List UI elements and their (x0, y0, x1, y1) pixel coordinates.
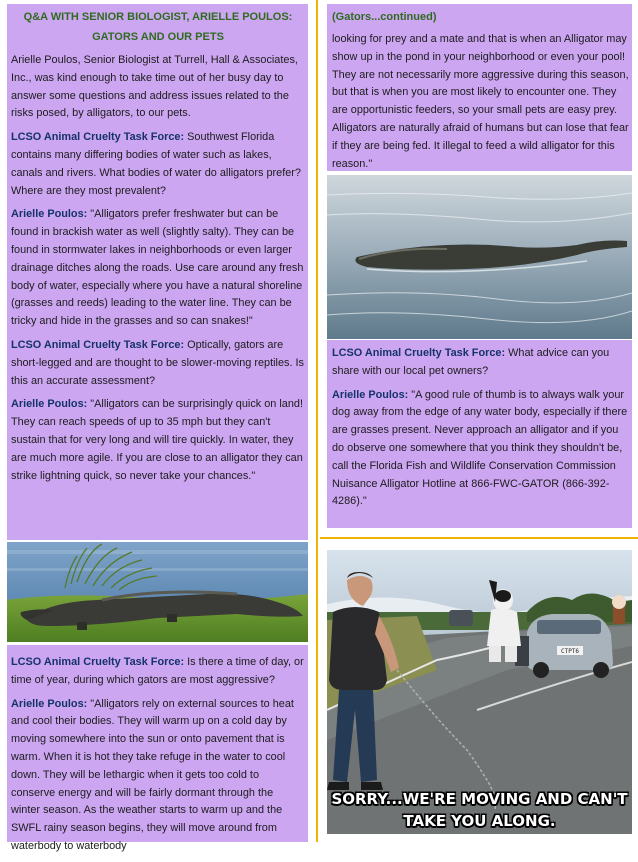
answer-label: Arielle Poulos: (332, 388, 409, 401)
continued-paragraph: looking for prey and a mate and that is when an Alligator may show up in the pond in your neighborhood or even your pool! They are not necessarily more aggressive during this season, but that is when you are most likely to encounter one. They are opportunistic feeders, so your small pets are easy prey. Alligators are naturally afraid of humans but can lose that fear if they are being fed. It illegal to feed a wild alligator for this reason." (332, 33, 629, 170)
question-label: LCSO Animal Cruelty Task Force: (11, 131, 185, 144)
section-divider (320, 537, 638, 539)
article-title-line1: Q&A WITH SENIOR BIOLOGIST, ARIELLE POULOS: (23, 11, 293, 23)
alligator-on-grass-photo (7, 542, 308, 642)
right-article-middle (332, 345, 629, 517)
continued-heading: (Gators...continued) (332, 11, 437, 23)
column-divider (316, 0, 318, 842)
answer-text: "Alligators can be surprisingly quick on land! They can reach speeds of up to 35 mph but they can't sustain that for very long and will tire quickly. In water, they are much more agile. If you are close to an alligator they can strike lightning quick, so never take your chances." (11, 398, 304, 482)
left-article-top (11, 7, 305, 491)
answer-3 (11, 696, 305, 856)
question-label: LCSO Animal Cruelty Task Force: (332, 347, 506, 359)
answer-text: "Alligators prefer freshwater but can be found in brackish water as well (slightly salty). They can be found in stormwater lakes in neighborhoods or even larger drainage ditches along the roads. Use care around any fresh body of water, especially where you have a natural shoreline (grasses and reeds) leading to the water line. They can be tricky and hide in the grasses and so can snakes!" (11, 208, 304, 328)
question-label: LCSO Animal Cruelty Task Force: (11, 338, 185, 351)
question-text: Southwest Florida contains many differing bodies of water such as lakes, canals and rivers. What bodies of water do alligators prefer? Where are they most prevalent? (11, 131, 301, 197)
answer-label: Arielle Poulos: (11, 398, 88, 411)
article-title (11, 7, 305, 47)
meme-caption-line2: TAKE YOU ALONG. (403, 812, 556, 830)
left-article-bottom (11, 654, 305, 862)
answer-label: Arielle Poulos: (11, 208, 88, 221)
question-3 (11, 654, 305, 690)
right-article-top (332, 7, 629, 179)
answer-label: Arielle Poulos: (11, 697, 88, 710)
answer-1 (11, 206, 305, 331)
question-1 (11, 129, 305, 200)
abandoned-pet-meme-photo (327, 550, 632, 834)
meme-caption (327, 788, 632, 832)
answer-4 (332, 387, 629, 512)
answer-text: "A good rule of thumb is to always walk your dog away from the edge of any water body, especially if there are grasses present. Never approach an alligator and if you do observe one somewhere that you think they shouldn't be, call the Florida Fish and Wildlife Conservation Commission Nuisance Alligator Hotline at 866-FWC-GATOR (866-392-4286)." (332, 388, 628, 508)
meme-caption-line1: SORRY...WE'RE MOVING AND CAN'T (331, 790, 628, 808)
question-2 (11, 337, 305, 390)
answer-text: "Alligators rely on external sources to heat and cool their bodies. They will warm up on a cold day by moving somewhere into the sun or onto pavement that is warm. When it is hot they take refuge in the water to cool down. They will be lethargic when it gets too cold to conserve energy and will be fairly dormant through the winter season. As the weather starts to warm up and the SWFL rainy season begins, they will move around from waterbody to waterbody (11, 697, 294, 852)
answer-2 (11, 396, 305, 485)
license-plate: CTPT6 (560, 648, 580, 655)
question-label: LCSO Animal Cruelty Task Force: (11, 656, 185, 668)
intro-paragraph: Arielle Poulos, Senior Biologist at Turrell, Hall & Associates, Inc., was kind enough to take time out of her busy day to answer some questions and address issues related to the risks posed, by alligators, to our pets. (11, 54, 298, 120)
question-text: Is there a time of day, or time of year, during which gators are most aggressive? (11, 656, 304, 686)
alligator-swimming-photo (327, 175, 632, 339)
question-4 (332, 345, 629, 381)
question-text: What advice can you share with our local pet owners? (332, 347, 610, 377)
article-title-line2: GATORS AND OUR PETS (92, 31, 224, 43)
question-text: Optically, gators are short-legged and are thought to be slower-moving reptiles. Is this an accurate assessment? (11, 338, 304, 387)
